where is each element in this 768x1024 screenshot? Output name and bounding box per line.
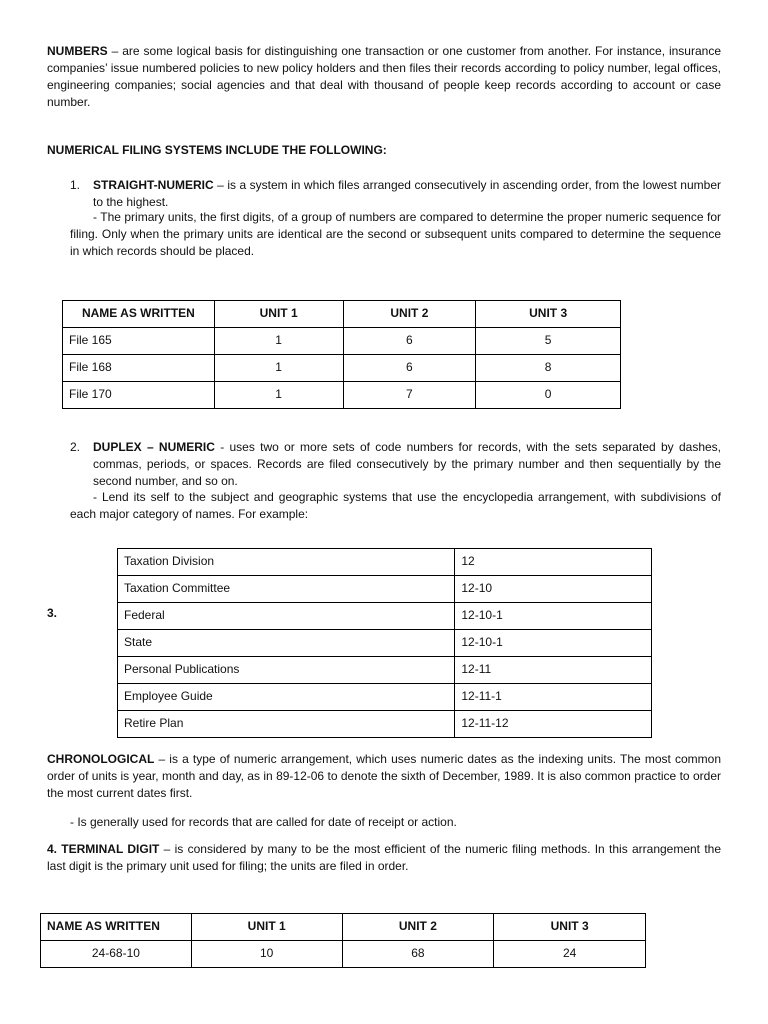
table-row (118, 684, 652, 711)
cell-unit2: 7 (343, 382, 476, 409)
cell-name: Retire Plan (118, 711, 455, 738)
straight-numeric-table (62, 300, 621, 409)
table-row (63, 382, 621, 409)
cell-code: 12-11-1 (455, 684, 652, 711)
cell-unit3: 24 (494, 941, 646, 968)
chronological-text: – is a type of numeric arrangement, which uses numeric dates as the indexing units. The most common order of units is year, month and day, as in 89-12-06 to denote the sixth of December, 1989. It is also common practice to order the most current dates first. (47, 752, 721, 800)
table-row (118, 549, 652, 576)
cell-code: 12-10-1 (455, 603, 652, 630)
chronological-note: - Is generally used for records that are called for date of receipt or action. (70, 815, 457, 829)
cell-name: Personal Publications (118, 657, 455, 684)
duplex-numeric-definition (93, 439, 721, 490)
intro-text: – are some logical basis for distinguishing one transaction or one customer from another. For instance, insurance companies’ issue numbered policies to new policy holders and then files their records according to policy number, legal offices, engineering companies; social agencies and that deal with thousand of people keep records according to account or case number. (47, 44, 721, 109)
chronological-definition (47, 751, 721, 802)
table-row (118, 711, 652, 738)
cell-unit1: 1 (214, 382, 343, 409)
cell-name: 24-68-10 (41, 941, 192, 968)
cell-name: File 170 (63, 382, 215, 409)
terminal-text: – is considered by many to be the most efficient of the numeric filing methods. In this arrangement the last digit is the primary unit used for filing; the units are filed in order. (47, 842, 721, 873)
table-header-row (41, 914, 646, 941)
table-row (41, 941, 646, 968)
cell-unit3: 8 (476, 355, 621, 382)
straight-numeric-definition (93, 177, 721, 211)
duplex-note: - Lend its self to the subject and geographic systems that use the encyclopedia arrangement, with subdivisions of each major category of names. For example: (70, 490, 721, 521)
cell-code: 12-11-12 (455, 711, 652, 738)
header-unit3: UNIT 3 (476, 301, 621, 328)
table-row (63, 355, 621, 382)
item2-number: 2. (70, 440, 81, 454)
cell-unit2: 6 (343, 355, 476, 382)
cell-code: 12 (455, 549, 652, 576)
cell-name: Taxation Committee (118, 576, 455, 603)
duplex-term: DUPLEX – NUMERIC (93, 440, 215, 454)
cell-name: Taxation Division (118, 549, 455, 576)
table-row (118, 630, 652, 657)
terminal-term: 4. TERMINAL DIGIT (47, 842, 160, 856)
straight-note: - The primary units, the first digits, of a group of numbers are compared to determine the proper numeric sequence for filing. Only when the primary units are identical are the second or subsequent units compared to determine the sequence in which records should be placed. (70, 210, 721, 258)
cell-unit1: 1 (214, 355, 343, 382)
cell-name: Employee Guide (118, 684, 455, 711)
cell-code: 12-11 (455, 657, 652, 684)
header-unit2: UNIT 2 (342, 914, 494, 941)
straight-text: – is a system in which files arranged consecutively in ascending order, from the lowest number to the highest. (93, 178, 721, 209)
header-unit2: UNIT 2 (343, 301, 476, 328)
intro-term: NUMBERS (47, 44, 108, 58)
table-row (118, 603, 652, 630)
header-name: NAME AS WRITTEN (63, 301, 215, 328)
cell-name: File 165 (63, 328, 215, 355)
header-unit1: UNIT 1 (191, 914, 342, 941)
header-unit3: UNIT 3 (494, 914, 646, 941)
intro-paragraph (47, 43, 721, 111)
table-header-row (63, 301, 621, 328)
cell-unit3: 5 (476, 328, 621, 355)
terminal-digit-definition (47, 841, 721, 875)
terminal-digit-table (40, 913, 646, 968)
cell-name: File 168 (63, 355, 215, 382)
cell-unit1: 1 (214, 328, 343, 355)
duplex-example-table (117, 548, 652, 738)
cell-unit2: 68 (342, 941, 494, 968)
table-row (118, 576, 652, 603)
header-name: NAME AS WRITTEN (41, 914, 192, 941)
duplex-text: - uses two or more sets of code numbers for records, with the sets separated by dashes, commas, periods, or spaces. Records are filed consecutively by the primary number and then sequentially by the second number, and so on. (93, 440, 721, 488)
cell-unit1: 10 (191, 941, 342, 968)
item3-number: 3. (47, 606, 58, 620)
cell-name: State (118, 630, 455, 657)
table-row (118, 657, 652, 684)
table-row (63, 328, 621, 355)
cell-code: 12-10 (455, 576, 652, 603)
item1-number: 1. (70, 178, 81, 192)
straight-term: STRAIGHT-NUMERIC (93, 178, 214, 192)
header-unit1: UNIT 1 (214, 301, 343, 328)
cell-unit3: 0 (476, 382, 621, 409)
systems-heading: NUMERICAL FILING SYSTEMS INCLUDE THE FOLLOWING: (47, 143, 387, 157)
chronological-term: CHRONOLOGICAL (47, 752, 155, 766)
cell-name: Federal (118, 603, 455, 630)
cell-unit2: 6 (343, 328, 476, 355)
cell-code: 12-10-1 (455, 630, 652, 657)
